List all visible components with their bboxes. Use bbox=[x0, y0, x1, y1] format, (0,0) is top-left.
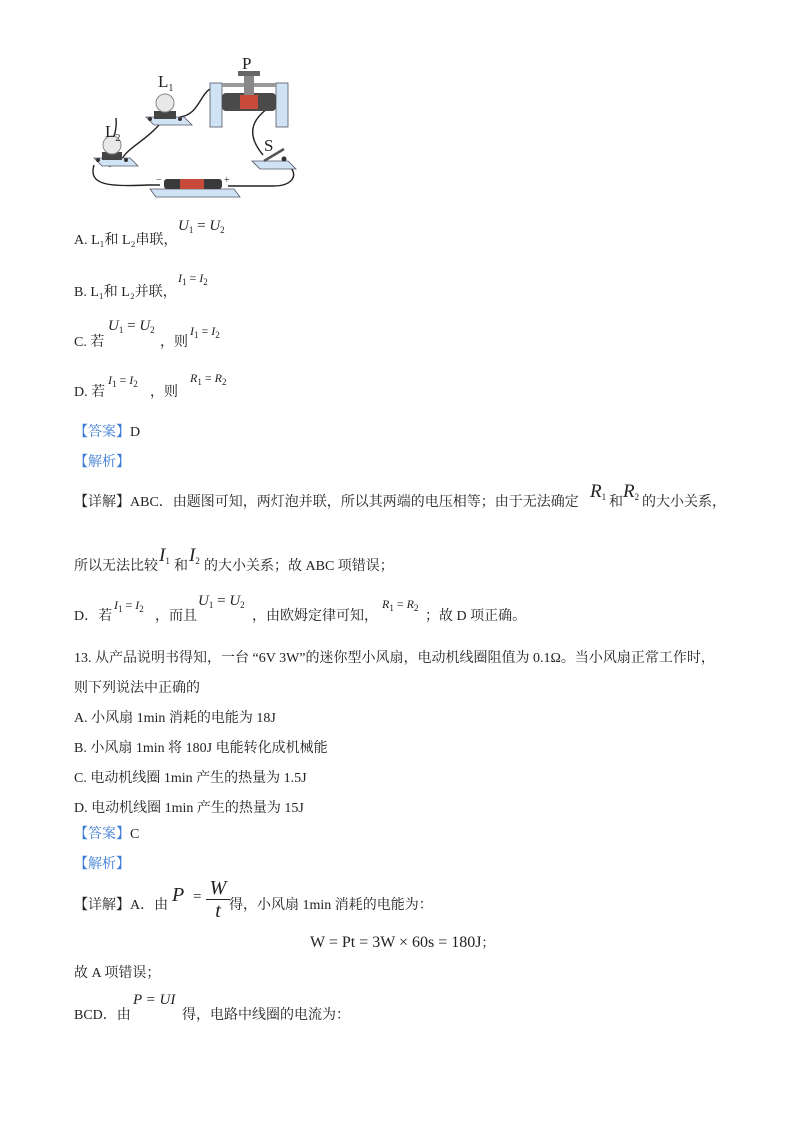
q13-detail-a: 【详解】A．由 bbox=[74, 898, 169, 913]
label-l2: $L_2$ bbox=[105, 122, 121, 144]
q12-option-b-eq: $I_1 = I_2$ bbox=[178, 271, 208, 287]
q13-option-c: C. 电动机线圈 1min 产生的热量为 1.5J bbox=[74, 771, 307, 786]
q12-detail-i2: $I_2$ bbox=[189, 545, 200, 566]
q12-analysis-tag: 【解析】 bbox=[74, 455, 130, 470]
label-minus: − bbox=[156, 175, 162, 186]
q12-detail-line3-eq3: $R_1 = R_2$ bbox=[382, 597, 419, 613]
wire bbox=[93, 165, 160, 186]
q12-detail-line3: D．若 bbox=[74, 609, 113, 624]
label-l1: $L_1$ bbox=[158, 72, 174, 94]
q12-option-d-then: ，则 bbox=[150, 385, 178, 400]
q13-formula: W = Pt = 3W × 60s = 180J； bbox=[310, 934, 495, 951]
label-plus: + bbox=[224, 175, 230, 186]
q12-option-c-then: ，则 bbox=[160, 335, 188, 350]
q12-option-c: C. 若 bbox=[74, 335, 105, 350]
q13-bcd-a: BCD．由 bbox=[74, 1008, 131, 1023]
q12-detail-line3-eq2: $U_1 = U_2$ bbox=[198, 593, 245, 610]
label-s: S bbox=[264, 136, 274, 155]
q12-option-d-eq2: $R_1 = R_2$ bbox=[190, 371, 227, 387]
q12-option-a: A. L₁和 L₂串联， bbox=[74, 233, 178, 248]
q13-detail-fraction bbox=[206, 878, 230, 921]
q13-detail-equals: = bbox=[193, 889, 202, 905]
q12-detail-line2: 所以无法比较 bbox=[74, 559, 158, 574]
q12-option-d: D. 若 bbox=[74, 385, 106, 400]
q13-stem-line1: 13. 从产品说明书得知，一台 “6V 3W”的迷你型小风扇，电动机线圈阻值为 0.1Ω。当小风扇正常工作时， bbox=[74, 651, 715, 666]
q12-detail-line3-ohm: ，由欧姆定律可知， bbox=[252, 609, 378, 624]
q12-detail-r2: $R_2$ bbox=[623, 481, 640, 502]
wire bbox=[228, 167, 294, 186]
rheostat-icon bbox=[210, 71, 288, 127]
q12-option-c-eq2: $I_1 = I_2$ bbox=[190, 324, 220, 340]
circuit-figure bbox=[88, 55, 328, 210]
q12-detail-i1: $I_1$ bbox=[159, 545, 170, 566]
q13-a-wrong: 故 A 项错误； bbox=[74, 966, 161, 981]
q13-detail-P: P bbox=[172, 884, 185, 906]
label-p: P bbox=[242, 55, 252, 73]
q12-detail-line1-end: 的大小关系， bbox=[642, 495, 726, 510]
q12-detail-line3-and: ，而且 bbox=[155, 609, 197, 624]
q12-detail-r1: $R_1$ bbox=[590, 481, 607, 502]
q12-option-a-eq: $U_1 = U_2$ bbox=[178, 218, 225, 235]
q12-detail-line3-end: ；故 D 项正确。 bbox=[425, 609, 527, 624]
q12-detail-line3-eq1: $I_1 = I_2$ bbox=[114, 598, 144, 614]
bulb-l1-icon bbox=[146, 94, 192, 125]
q13-answer: 【答案】C bbox=[74, 827, 140, 842]
q12-option-c-eq1: $U_1 = U_2$ bbox=[108, 318, 155, 335]
q12-answer: 【答案】D bbox=[74, 425, 141, 440]
q13-analysis-tag: 【解析】 bbox=[74, 857, 130, 872]
q13-frac-den: t bbox=[215, 900, 221, 922]
q13-option-b: B. 小风扇 1min 将 180J 电能转化成机械能 bbox=[74, 741, 328, 756]
q13-bcd-b: 得，电路中线圈的电流为： bbox=[182, 1008, 350, 1023]
q12-detail-line1: 【详解】ABC．由题图可知，两灯泡并联，所以其两端的电压相等；由于无法确定 bbox=[74, 495, 579, 510]
q13-detail-a2: 得，小风扇 1min 消耗的电能为： bbox=[229, 898, 433, 913]
wire bbox=[180, 89, 210, 117]
q12-option-b: B. L₁和 L₂并联， bbox=[74, 285, 177, 300]
q12-option-d-eq1: $I_1 = I_2$ bbox=[108, 373, 138, 389]
q13-option-a: A. 小风扇 1min 消耗的电能为 18J bbox=[74, 711, 276, 726]
q13-option-d: D. 电动机线圈 1min 产生的热量为 15J bbox=[74, 801, 304, 816]
q12-detail-and1: 和 bbox=[609, 495, 623, 510]
switch-icon bbox=[252, 149, 296, 169]
q13-bcd-eq: P = UI bbox=[133, 992, 176, 1008]
q13-stem-line2: 则下列说法中正确的 bbox=[74, 681, 200, 696]
q12-detail-line2-end: 的大小关系；故 ABC 项错误； bbox=[204, 559, 394, 574]
q12-detail-and2: 和 bbox=[174, 559, 188, 574]
q13-frac-num: W bbox=[209, 877, 227, 899]
